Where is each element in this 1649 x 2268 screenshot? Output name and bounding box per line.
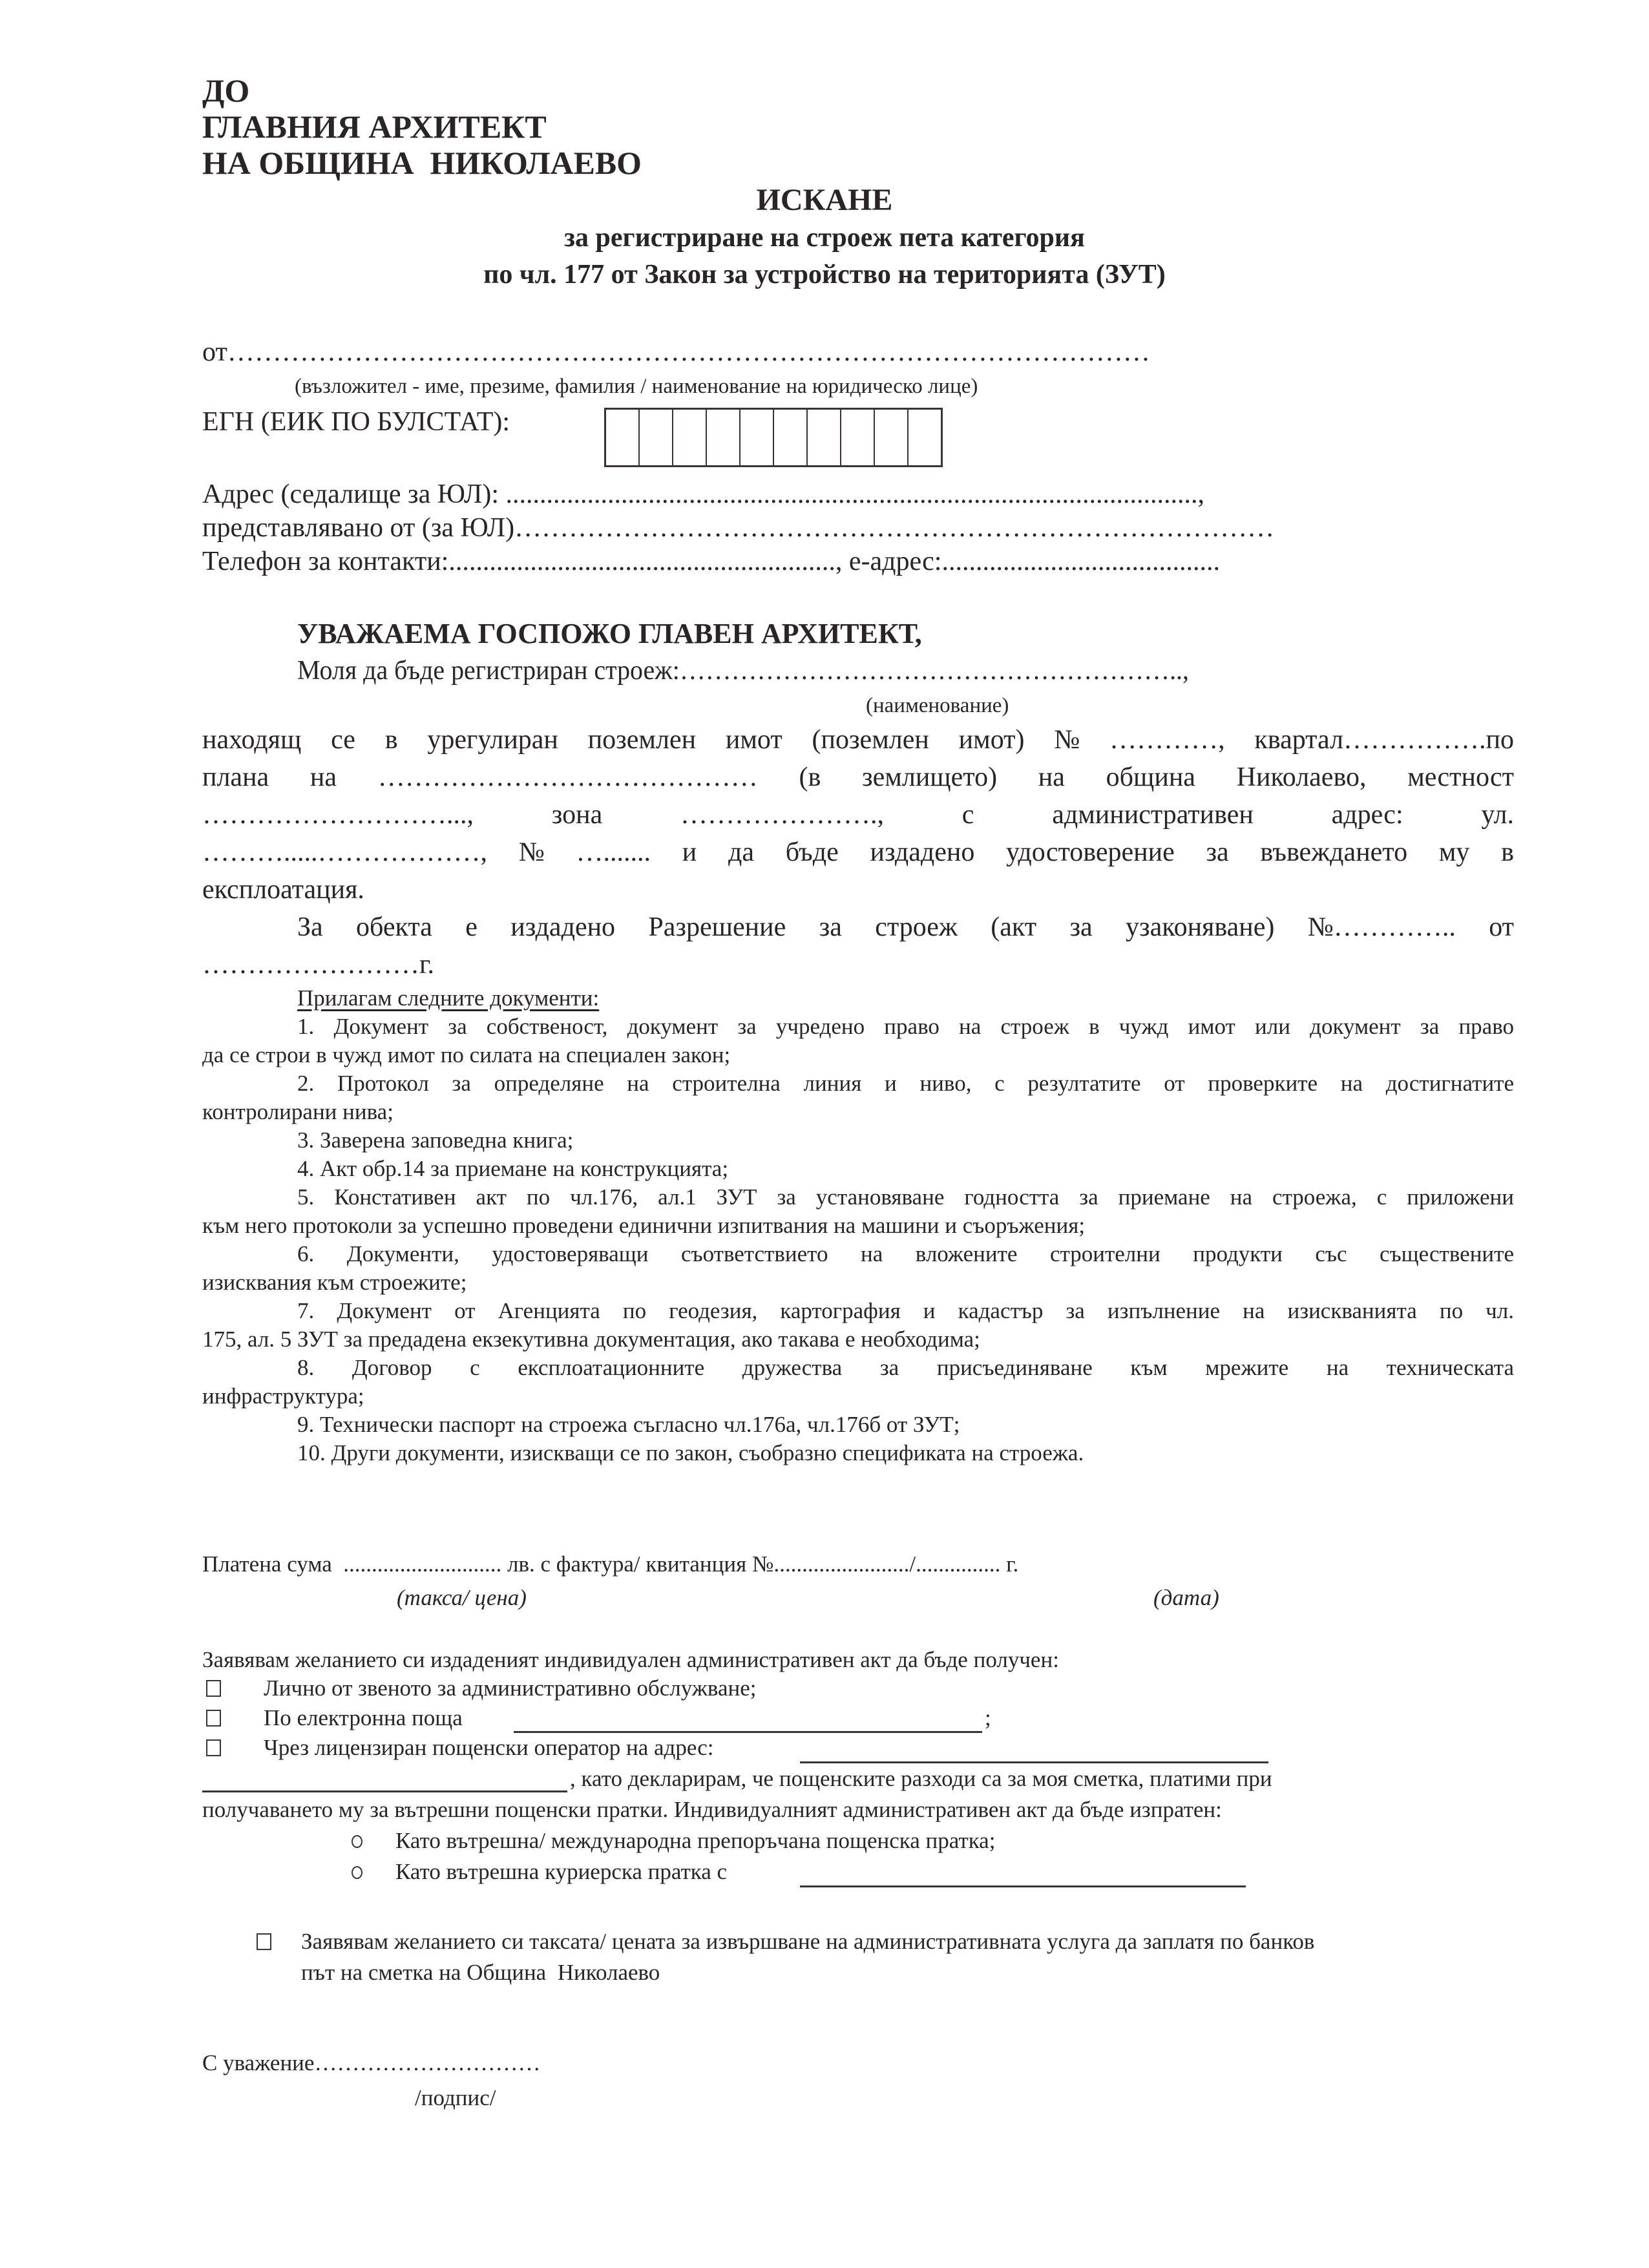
egn-cell[interactable] <box>909 410 941 465</box>
document-item-line: да се строи в чужд имот по силата на специален закон; <box>202 1042 731 1067</box>
document-item-line: инфраструктура; <box>202 1383 364 1409</box>
document-item-line: към него протоколи за успешно проведени единични изпитвания на машини и съоръжения; <box>202 1213 1086 1238</box>
egn-cell[interactable] <box>707 410 740 465</box>
document-subtitle-2: по чл. 177 от Закон за устройство на територията (ЗУТ) <box>483 260 1166 289</box>
egn-cell[interactable] <box>774 410 808 465</box>
egn-label: ЕГН (ЕИК ПО БУЛСТАТ): <box>202 407 510 437</box>
document-item-line: 1. Документ за собственост, документ за учредено право на строеж в чужд имот или документ за право <box>297 1014 1514 1039</box>
document-item-line: 8. Договор с експлоатационните дружества за присъединяване към мрежите на техническата <box>297 1355 1514 1380</box>
represented-field[interactable] <box>202 512 1274 544</box>
from-field[interactable] <box>202 336 1150 368</box>
bank-payment-line-2: път на сметка на Община Николаево <box>301 1960 660 1985</box>
document-item-line: 7. Документ от Агенцията по геодезия, картография и кадастър за изпълнение на изискванията по чл. <box>297 1298 1514 1323</box>
date-hint: (дата) <box>1153 1585 1219 1610</box>
egn-cell[interactable] <box>841 410 875 465</box>
payment-line[interactable]: Платена сума ............................ лв. с фактура/ квитанция №......................../............... г. <box>202 1551 1019 1577</box>
paragraph-line: находящ се в урегулиран поземлен имот (поземлен имот) № …………, квартал…………….по <box>202 725 1514 755</box>
from-dots[interactable]: ………………………………………………………………………………………… <box>227 337 1150 367</box>
checkbox-postal[interactable] <box>206 1739 221 1756</box>
document-item-line: 4. Акт обр.14 за приемане на конструкцията; <box>297 1156 729 1181</box>
egn-cell[interactable] <box>640 410 673 465</box>
egn-cell[interactable] <box>740 410 774 465</box>
checkbox-bank-payment[interactable] <box>257 1933 271 1950</box>
document-title: ИСКАНЕ <box>756 183 893 217</box>
option-email: По електронна поща <box>264 1705 463 1730</box>
checkbox-personal-pickup[interactable] <box>206 1680 221 1697</box>
egn-cell[interactable] <box>875 410 909 465</box>
sub-option-courier: Като вътрешна куриерска пратка с <box>395 1859 728 1884</box>
option-postal: Чрез лицензиран пощенски оператор на адрес: <box>264 1735 714 1760</box>
egn-input-grid[interactable] <box>604 408 943 467</box>
represented-label: представлявано от (за ЮЛ) <box>202 513 515 543</box>
egn-cell[interactable] <box>606 410 640 465</box>
paragraph-line: ………………………..., зона …………………., с административен адрес: ул. <box>202 800 1514 830</box>
phone-label: Телефон за контакти: <box>202 547 449 576</box>
courier-input-line[interactable] <box>800 1885 1246 1887</box>
document-item-line: изисквания към строежите; <box>202 1270 467 1295</box>
documents-heading: Прилагам следните документи: <box>297 985 600 1011</box>
egn-cell[interactable] <box>808 410 841 465</box>
radio-courier[interactable] <box>352 1866 362 1879</box>
represented-dots[interactable]: ………………………………………………………………………… <box>514 513 1275 543</box>
address-label: Адрес (седалище за ЮЛ): <box>202 479 499 509</box>
address-dots[interactable]: ......................................................................................................, <box>499 479 1205 509</box>
from-label: от <box>202 337 227 367</box>
option-personal-pickup: Лично от звеното за административно обслужване; <box>264 1675 757 1701</box>
salutation: УВАЖАЕМА ГОСПОЖО ГЛАВЕН АРХИТЕКТ, <box>297 618 922 649</box>
document-item-line: 5. Констативен акт по чл.176, ал.1 ЗУТ за установяване годността за приемане на строежа, с приложени <box>297 1184 1514 1210</box>
paragraph-line: експлоатация. <box>202 875 364 905</box>
signature-line[interactable]: С уважение………………………… <box>202 2050 541 2075</box>
addressee-line-3: НА ОБЩИНА НИКОЛАЕВО <box>202 145 642 181</box>
document-item-line: 9. Технически паспорт на строежа съгласно чл.176а, чл.176б от ЗУТ; <box>297 1412 960 1437</box>
email-suffix: ; <box>985 1705 991 1730</box>
addressee-line-2: ГЛАВНИЯ АРХИТЕКТ <box>202 109 547 145</box>
email-dots[interactable]: ......................................... <box>941 547 1220 576</box>
checkbox-email[interactable] <box>206 1710 221 1727</box>
request-hint: (наименование) <box>866 694 1009 717</box>
paragraph-line: За обекта е издадено Разрешение за строеж (акт за узаконяване) №………….. от <box>297 912 1514 942</box>
phone-dots[interactable]: ........................................................., <box>448 547 849 576</box>
paragraph-line: ……………………г. <box>202 950 434 980</box>
postal-line-2: получаването му за вътрешни пощенски пратки. Индивидуалният административен акт да бъде изпратен: <box>202 1797 1222 1822</box>
document-item-line: 175, ал. 5 ЗУТ за предадена екзекутивна документация, ако такава е необходима; <box>202 1327 980 1352</box>
document-item-line: контролирани нива; <box>202 1099 394 1124</box>
document-item-line: 2. Протокол за определяне на строителна линия и ниво, с резултатите от проверките на достигнатите <box>297 1071 1514 1096</box>
signature-hint: /подпис/ <box>415 2085 496 2110</box>
paragraph-line: плана на …………………………………… (в землището) на община Николаево, местност <box>202 762 1514 792</box>
delivery-intro: Заявявам желанието си издаденият индивидуален административен акт да бъде получен: <box>202 1647 1059 1672</box>
from-hint: (възложител - име, презиме, фамилия / наименование на юридическо лице) <box>295 375 978 398</box>
document-subtitle-1: за регистриране на строеж пета категория <box>564 223 1085 253</box>
document-item-line: 10. Други документи, изискващи се по закон, съобразно спецификата на строежа. <box>297 1440 1084 1465</box>
address-field[interactable] <box>202 478 1204 510</box>
fee-hint: (такса/ цена) <box>397 1585 527 1610</box>
addressee-line-1: ДО <box>202 72 250 109</box>
request-line[interactable]: Моля да бъде регистриран строеж:………………………………………………….., <box>297 656 1189 686</box>
postal-continuation: , като декларирам, че пощенските разходи са за моя сметка, платими при <box>570 1766 1272 1791</box>
document-item-line: 6. Документи, удостоверяващи съответствието на вложените строителни продукти със съществените <box>297 1241 1514 1266</box>
email-label: е-адрес: <box>848 547 942 576</box>
sub-option-registered-mail: Като вътрешна/ международна препоръчана пощенска пратка; <box>395 1828 996 1853</box>
bank-payment-line-1: Заявявам желанието си таксата/ цената за извършване на административната услуга да заплатя по банков <box>301 1929 1315 1954</box>
egn-cell[interactable] <box>673 410 707 465</box>
paragraph-line: ……….....………………, № …....... и да бъде издадено удостоверение за въвеждането му в <box>202 837 1514 867</box>
contact-row <box>202 545 1220 578</box>
postal-address-line-2[interactable] <box>202 1790 567 1792</box>
postal-address-line-1[interactable] <box>800 1761 1268 1763</box>
radio-registered-mail[interactable] <box>352 1835 362 1848</box>
email-input-line[interactable] <box>514 1731 982 1733</box>
document-item-line: 3. Заверена заповедна книга; <box>297 1128 574 1153</box>
